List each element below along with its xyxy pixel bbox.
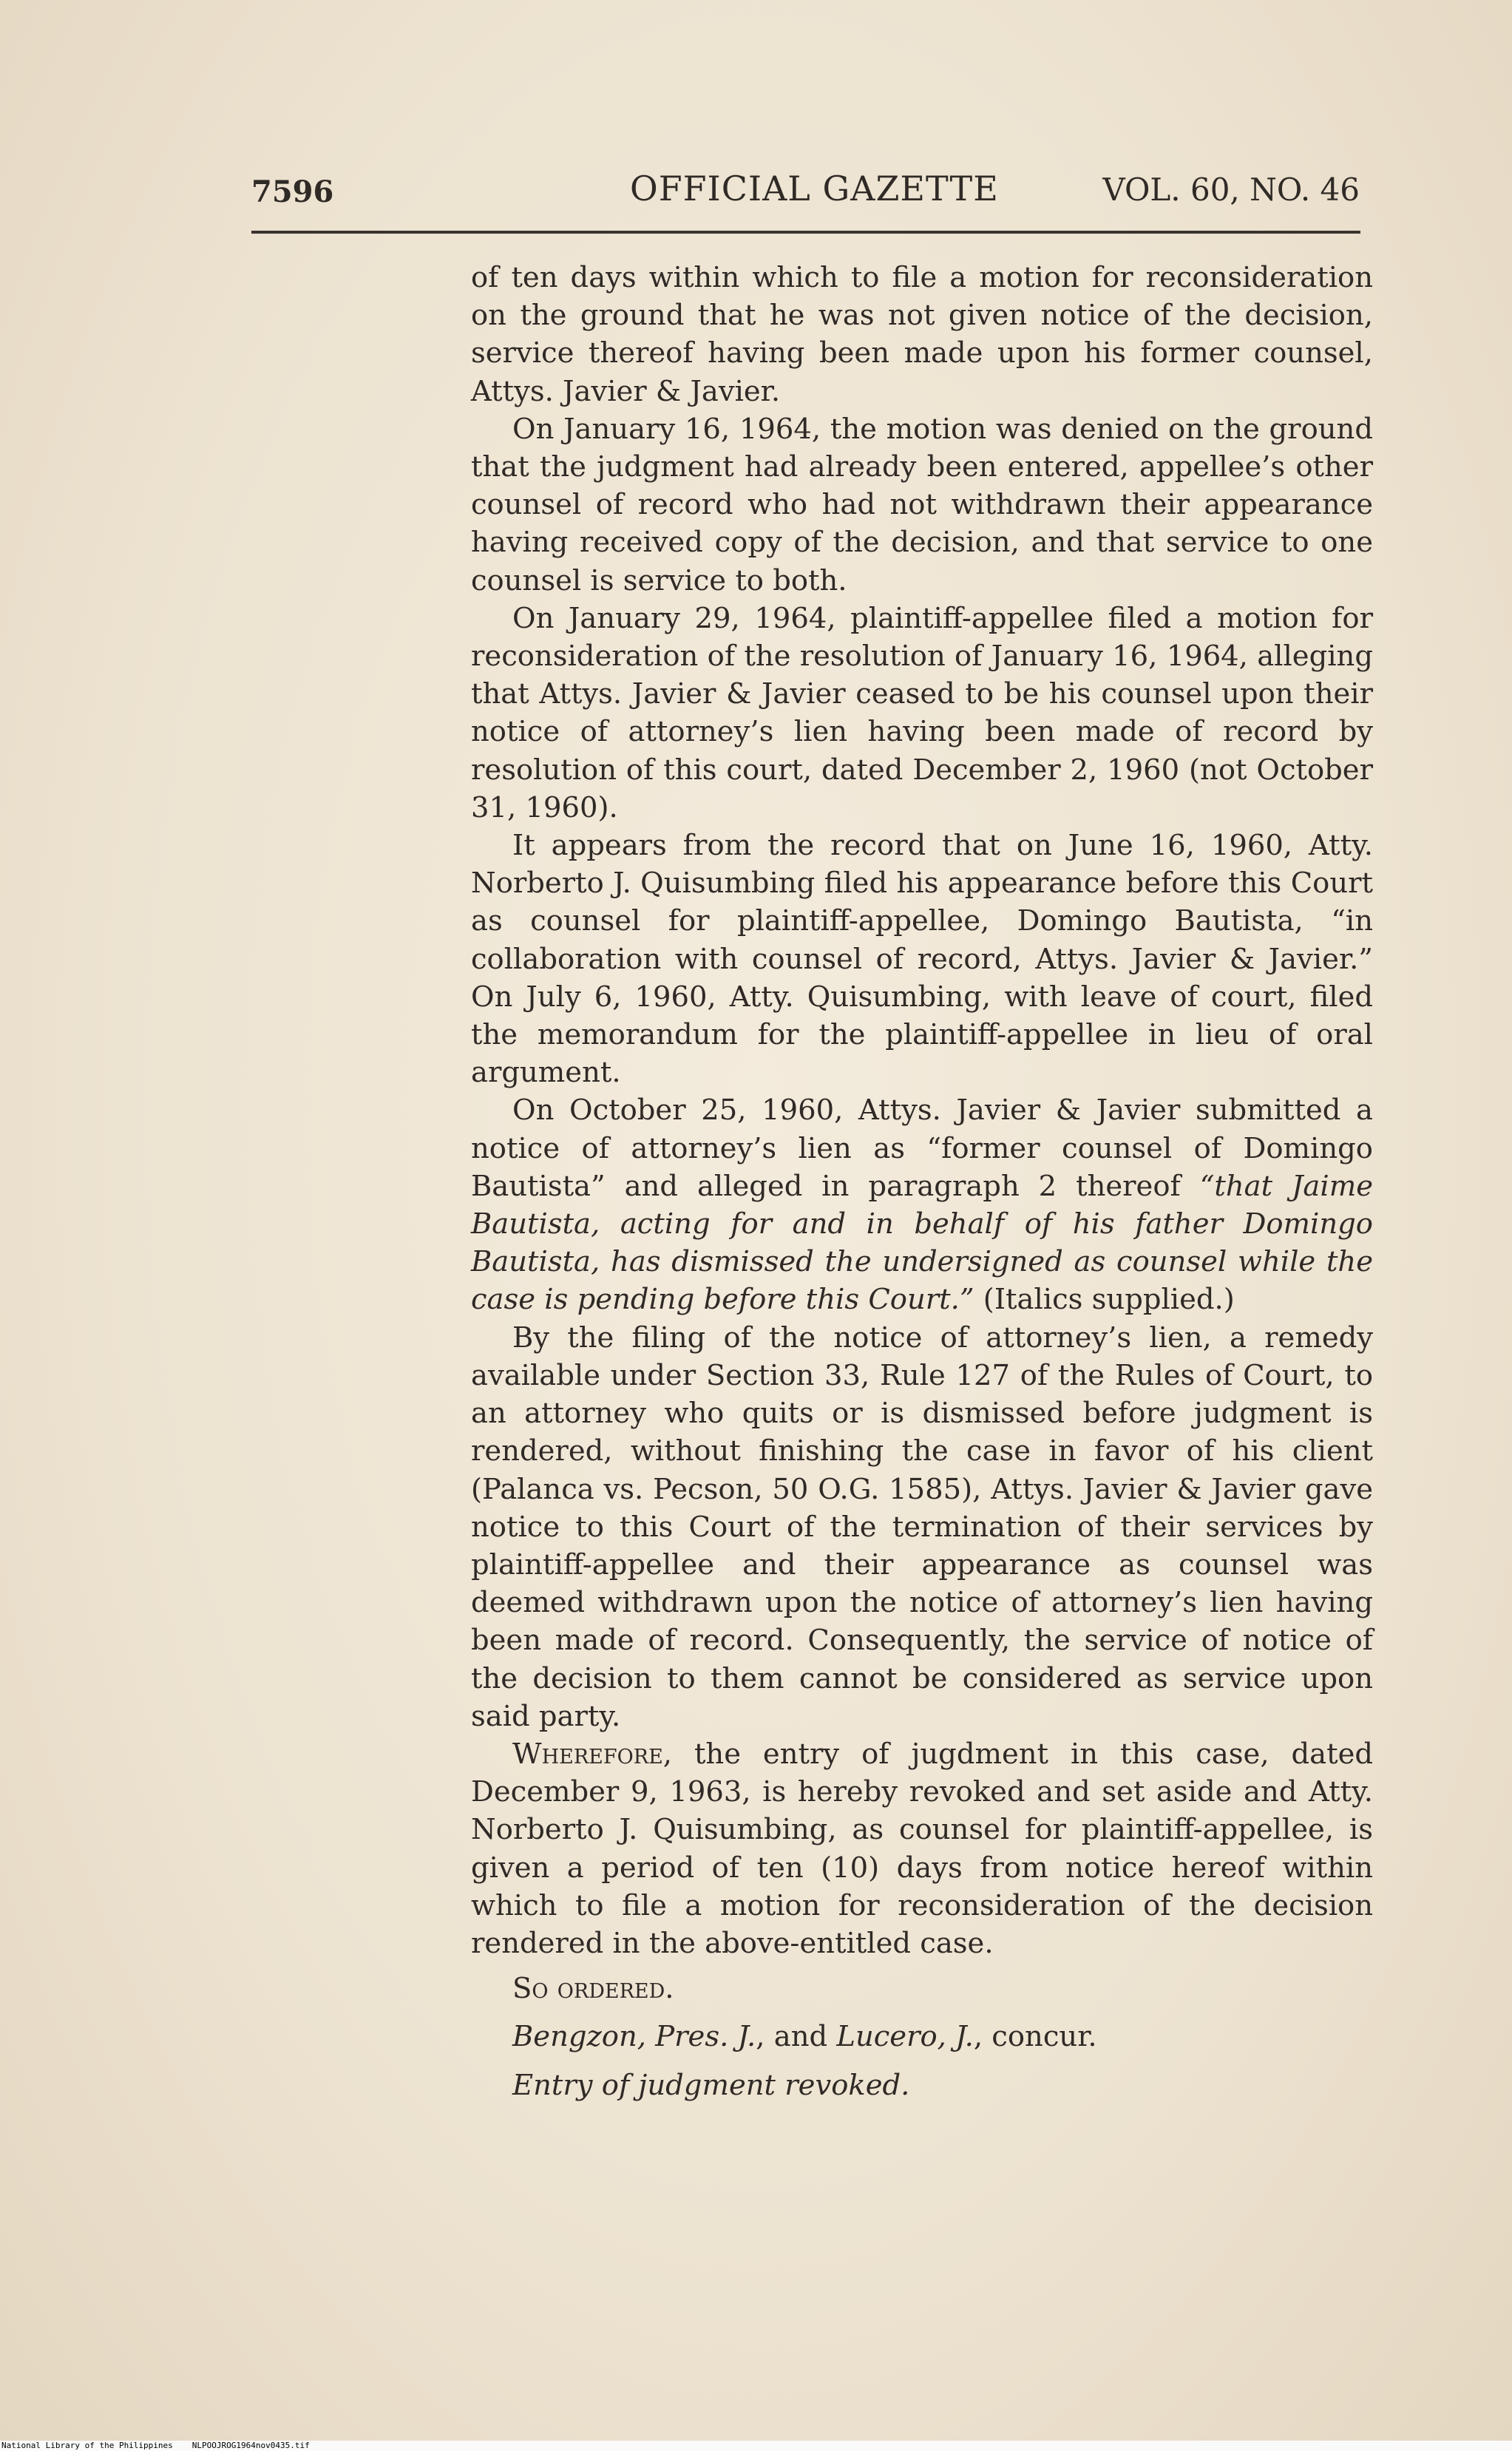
paragraph: On January 29, 1964, plaintiff-appellee filed a motion for reconsideration of the resolution of January 16, 1964, alleging that Attys. Javier & Javier ceased to be his counsel upon their notice of attorney’s lien having been made of record by resolution of this court, dated December 2, 1960 (not October 31, 1960).: [471, 601, 1373, 824]
concurrence: [471, 2018, 1373, 2055]
footer-library: National Library of the Philippines: [1, 2441, 173, 2450]
volume-number: VOL. 60, NO. 46: [1102, 172, 1360, 208]
paragraph-text: On October 25, 1960, Attys. Javier & Javier submitted a notice of attorney’s lien as “former counsel of Domingo Bautista” and alleged in paragraph 2 thereof: [471, 1094, 1373, 1203]
wherefore-lead: Wherefore: [512, 1737, 663, 1771]
paragraph-text: , the entry of jugdment in this case, dated December 9, 1963, is hereby revoked and set aside and Atty. Norberto J. Quisumbing, as counsel for plaintiff-appellee, is given a period of ten (10) days from notice hereof within which to file a motion for reconsideration of the decision rendered in the above-entitled case.: [471, 1737, 1373, 1960]
paragraph-wherefore: [471, 1735, 1373, 1962]
paragraph-october: [471, 1091, 1373, 1318]
so-ordered: So ordered.: [512, 1972, 674, 2006]
paragraph: It appears from the record that on June 16, 1960, Atty. Norberto J. Quisumbing filed his appearance before this Court as counsel for plaintiff-appellee, Domingo Bautista, “in collaboration with counsel of record, Attys. Javier & Javier.” On July 6, 1960, Atty. Quisumbing, with leave of court, filed the memorandum for the plaintiff-appellee in lieu of oral argument.: [471, 829, 1373, 1090]
paragraph: By the filing of the notice of attorney’s lien, a remedy available under Section 33, Rule 127 of the Rules of Court, to an attorney who quits or is dismissed before judgment is rendered, without finishing the case in favor of his client (Palanca vs. Pecson, 50 O.G. 1585), Attys. Javier & Javier gave notice to this Court of the termination of their services by plaintiff-appellee and their appearance as counsel was deemed withdrawn upon the notice of attorney’s lien having been made of record. Consequently, the service of notice of the decision to them cannot be considered as service upon said party.: [471, 1321, 1373, 1733]
closing-block: [471, 1970, 1373, 2104]
header-rule: [251, 231, 1360, 234]
page-number: 7596: [251, 174, 334, 209]
paragraph: On January 16, 1964, the motion was denied on the ground that the judgment had already been entered, appellee’s other counsel of record who had not withdrawn their appearance having received copy of the decision, and that service to one counsel is service to both.: [471, 412, 1373, 597]
italic-quote: “that Jaime Bautista, acting for and in behalf of his father Domingo Bautista, has dismissed the undersigned as counsel while the case is pending before this Court.”: [471, 1169, 1373, 1317]
publication-title: OFFICIAL GAZETTE: [630, 169, 999, 209]
scan-footer: [0, 2441, 1512, 2451]
justice-name: Lucero, J.: [836, 2020, 974, 2054]
paragraph-text: (Italics supplied.): [974, 1283, 1235, 1317]
page-header: [251, 169, 1364, 220]
concurrence-text: , and: [756, 2020, 837, 2054]
body-text: [471, 259, 1373, 2104]
footer-file: NLPOOJROG1964nov0435.tif: [191, 2441, 310, 2450]
justice-name: Bengzon, Pres. J.: [512, 2020, 756, 2054]
concurrence-text: , concur.: [973, 2020, 1097, 2054]
paragraph: of ten days within which to file a motion for reconsideration on the ground that he was not given notice of the decision, service thereof having been made upon his former counsel, Attys. Javier & Javier.: [471, 261, 1373, 408]
disposition: Entry of judgment revoked.: [512, 2068, 910, 2102]
